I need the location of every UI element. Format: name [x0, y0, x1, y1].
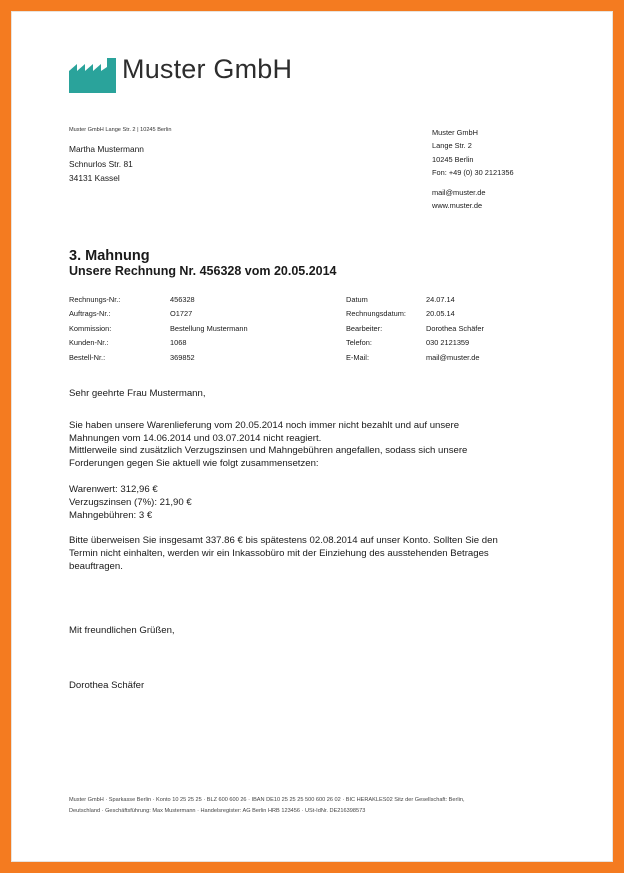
meta-key: Rechnungs-Nr.: [69, 295, 121, 304]
meta-row [69, 351, 248, 365]
meta-key: Telefon: [346, 338, 372, 348]
amount-line: Mahngebühren: 3 € [69, 509, 153, 521]
company-line: Muster GmbH [432, 128, 478, 137]
document-subtitle: Unsere Rechnung Nr. 456328 vom 20.05.2014 [69, 264, 337, 278]
company-name: Muster GmbH [122, 54, 293, 84]
company-email: mail@muster.de [432, 187, 486, 197]
amount-line: Verzugszinsen (7%): 21,90 € [69, 496, 192, 508]
letter-heading [69, 248, 337, 279]
meta-key: Bestell-Nr.: [69, 352, 106, 362]
letter-page [11, 11, 613, 862]
recipient-street: Schnurlos Str. 81 [69, 158, 133, 169]
company-line: 10245 Berlin [432, 154, 474, 164]
meta-key: E-Mail: [346, 352, 369, 362]
factory-icon [69, 58, 117, 93]
meta-row [346, 307, 484, 321]
signer-name: Dorothea Schäfer [69, 680, 145, 691]
meta-key: Datum [346, 295, 368, 304]
meta-row [346, 322, 484, 336]
invoice-meta-right [346, 293, 484, 365]
company-contact-block [432, 126, 514, 212]
text-line: Mahnungen vom 14.06.2014 und 03.07.2014 nicht reagiert. [69, 432, 322, 444]
meta-row [69, 322, 248, 336]
meta-row [346, 351, 484, 365]
footer [69, 795, 465, 816]
meta-row [346, 293, 484, 307]
amount-line: Warenwert: 312,96 € [69, 483, 158, 495]
text-line: Sie haben unsere Warenlieferung vom 20.05.2014 noch immer nicht bezahlt und auf unsere [69, 419, 460, 431]
text-line: Forderungen gegen Sie aktuell wie folgt zusammensetzen: [69, 458, 319, 470]
meta-value: 24.07.14 [426, 295, 455, 304]
meta-value: 20.05.14 [426, 309, 455, 319]
text-line: Bitte überweisen Sie insgesamt 337.86 € bis spätestens 02.08.2014 auf unser Konto. Sollten Sie den [69, 535, 498, 547]
recipient-city: 34131 Kassel [69, 173, 120, 183]
invoice-meta-left [69, 293, 248, 365]
document-title: 3. Mahnung [69, 248, 150, 264]
text-line: Mittlerweile sind zusätzlich Verzugszinsen und Mahngebühren angefallen, sodass sich unsere [69, 445, 468, 457]
closing-phrase: Mit freundlichen Grüßen, [69, 625, 175, 636]
company-phone: Fon: +49 (0) 30 2121356 [432, 168, 514, 178]
meta-key: Kommission: [69, 323, 112, 333]
amount-list [69, 484, 569, 522]
recipient-name: Martha Mustermann [69, 144, 144, 154]
meta-value: 030 2121359 [426, 338, 470, 348]
sender-address-line: Muster GmbH Lange Str. 2 | 10245 Berlin [69, 127, 172, 133]
meta-row [69, 307, 248, 321]
text-line: Termin nicht einhalten, werden wir ein Inkassobüro mit der Einziehung des ausstehenden Betrages [69, 548, 489, 560]
meta-value: 1068 [170, 338, 187, 348]
meta-value: 456328 [170, 295, 195, 304]
meta-value: Bestellung Mustermann [170, 323, 248, 333]
meta-key: Auftrags-Nr.: [69, 309, 111, 319]
text-line: beauftragen. [69, 560, 123, 572]
paragraph [69, 535, 569, 573]
footer-line: Deutschland · Geschäftsführung: Max Mustermann · Handelsregister: AG Berlin HRB 123456 · USt-IdNr. DE216398573 [69, 807, 366, 814]
meta-key: Kunden-Nr.: [69, 338, 109, 348]
meta-value: O1727 [170, 309, 193, 319]
meta-value: 369852 [170, 352, 195, 362]
letter-body [69, 388, 569, 587]
company-line: Lange Str. 2 [432, 141, 472, 151]
salutation: Sehr geehrte Frau Mustermann, [69, 388, 206, 399]
meta-key: Bearbeiter: [346, 323, 383, 333]
meta-value: Dorothea Schäfer [426, 323, 484, 333]
meta-value: mail@muster.de [426, 352, 480, 362]
meta-key: Rechnungsdatum: [346, 309, 406, 319]
recipient-address [69, 142, 144, 186]
meta-row [69, 336, 248, 350]
meta-row [69, 293, 248, 307]
meta-row [346, 336, 484, 350]
paragraph [69, 420, 569, 471]
company-website: www.muster.de [432, 201, 483, 211]
footer-line: Muster GmbH · Sparkasse Berlin · Konto 10 25 25 25 · BLZ 600 600 26 · IBAN DE10 25 25 25 500 600 26 02 · BIC HERAKLES02 Sitz der Gesellschaft: Berlin, [69, 797, 465, 803]
